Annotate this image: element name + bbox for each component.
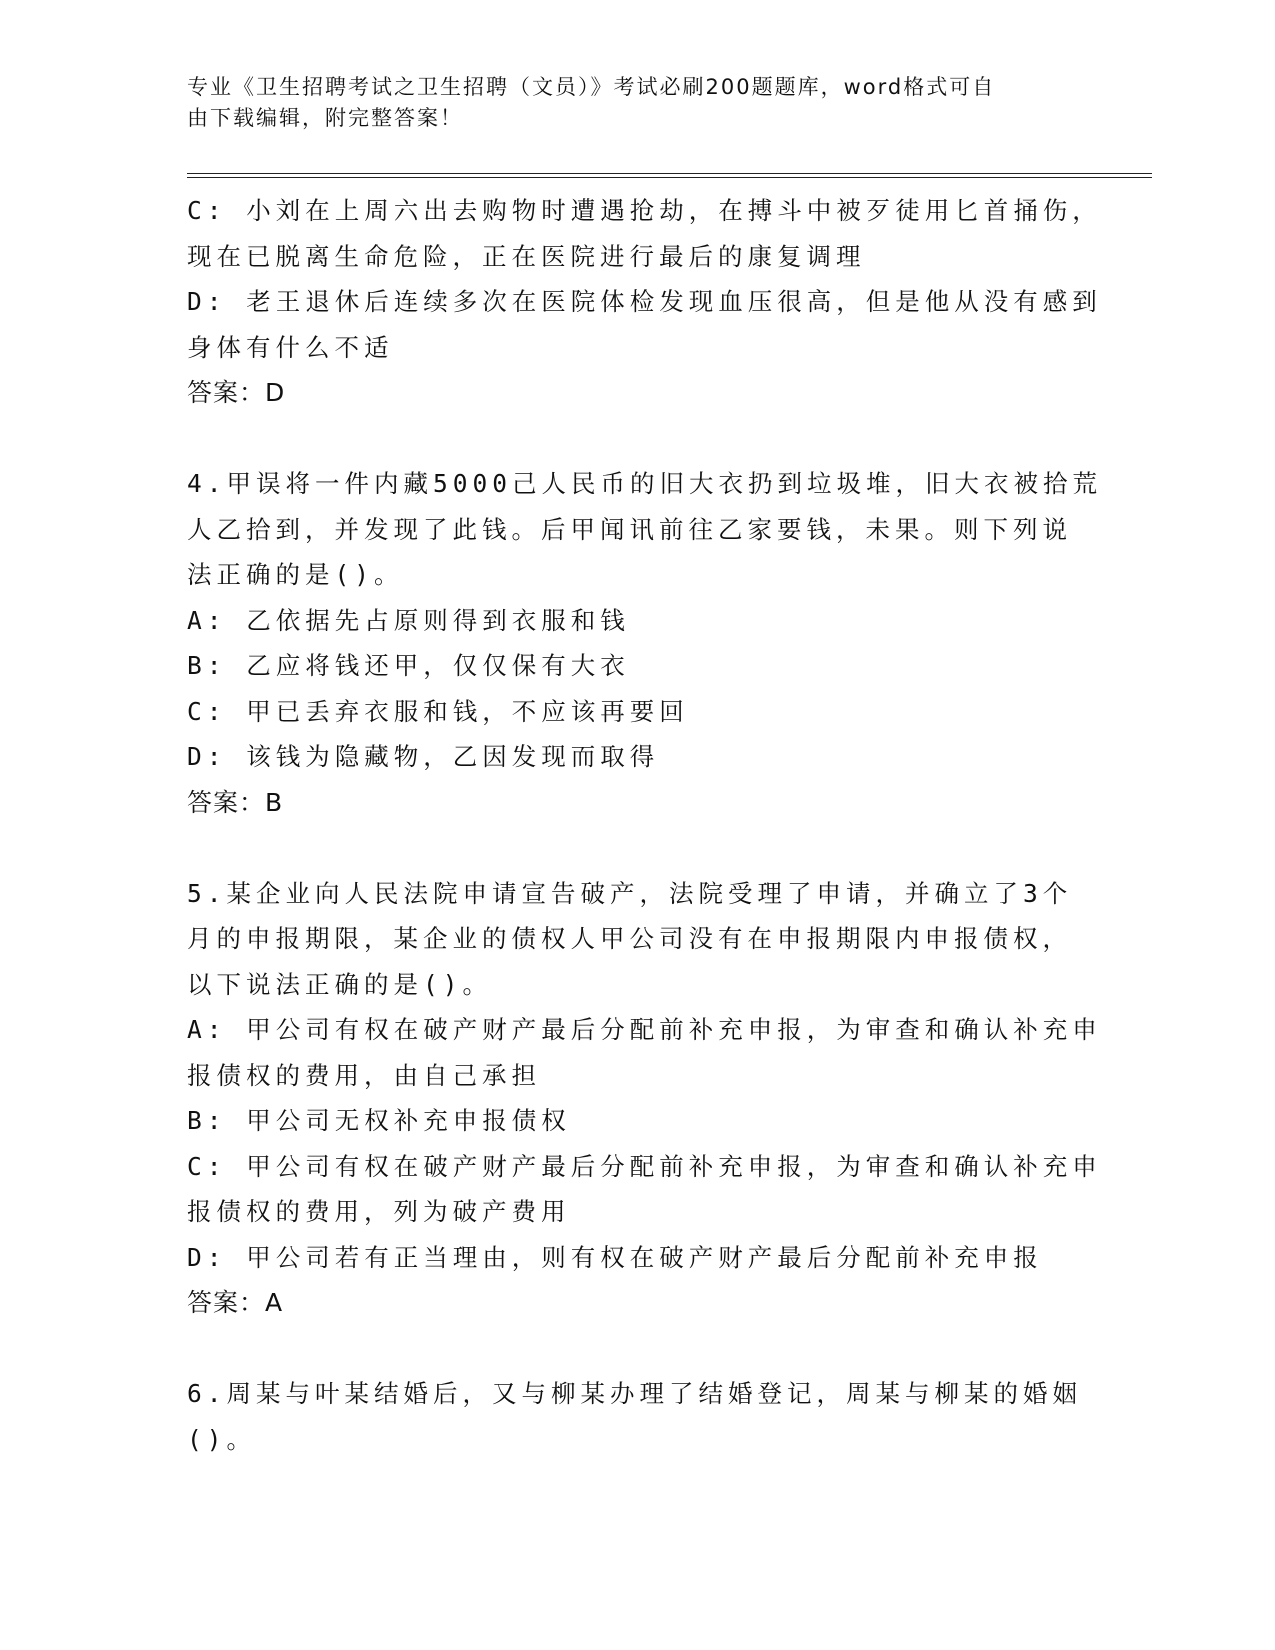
q4-stem-line-1: 4.甲误将一件内藏5000己人民币的旧大衣扔到垃圾堆，旧大衣被拾荒 [187, 469, 1102, 498]
q5-option-a-line-1: A: 甲公司有权在破产财产最后分配前补充申报，为审查和确认补充申 [187, 1015, 1102, 1044]
spacer [187, 416, 1087, 462]
q5-option-a-line-2: 报债权的费用，由自己承担 [187, 1060, 541, 1090]
spacer [187, 825, 1087, 871]
header-title-line-2: 由下载编辑，附完整答案！ [187, 106, 463, 130]
q3-option-c-line-2: 现在已脱离生命危险，正在医院进行最后的康复调理 [187, 241, 866, 271]
document-header [187, 72, 1087, 134]
q5-stem-line-3: 以下说法正确的是()。 [187, 969, 492, 999]
q3-option-c-line-1: C: 小刘在上周六出去购物时遭遇抢劫，在搏斗中被歹徒用匕首捅伤， [187, 196, 1102, 225]
q3-answer: 答案：D [187, 378, 286, 407]
q5-option-d: D: 甲公司若有正当理由，则有权在破产财产最后分配前补充申报 [187, 1242, 1043, 1272]
header-title-line-1: 专业《卫生招聘考试之卫生招聘（文员）》考试必刷200题题库，word格式可自 [187, 75, 996, 99]
q5-stem-line-1: 5.某企业向人民法院申请宣告破产，法院受理了申请，并确立了3个 [187, 878, 1073, 908]
q5-stem-line-2: 月的申报期限，某企业的债权人甲公司没有在申报期限内申报债权， [187, 924, 1072, 953]
q4-option-c: C: 甲已丢弃衣服和钱，不应该再要回 [187, 696, 689, 726]
header-divider [187, 173, 1152, 178]
q4-option-a: A: 乙依据先占原则得到衣服和钱 [187, 605, 630, 635]
spacer [187, 1326, 1087, 1372]
q5-option-b: B: 甲公司无权补充申报债权 [187, 1106, 571, 1135]
q5-option-c-line-2: 报债权的费用，列为破产费用 [187, 1197, 571, 1226]
q4-answer: 答案：B [187, 787, 284, 817]
q3-option-d-line-1: D: 老王退休后连续多次在医院体检发现血压很高，但是他从没有感到 [187, 287, 1102, 316]
q5-answer: 答案：A [187, 1288, 284, 1317]
q4-stem-line-3: 法正确的是()。 [187, 560, 404, 589]
q3-option-d-line-2: 身体有什么不适 [187, 332, 394, 362]
q4-option-b: B: 乙应将钱还甲，仅仅保有大衣 [187, 651, 630, 680]
q4-stem-line-2: 人乙拾到，并发现了此钱。后甲闻讯前往乙家要钱，未果。则下列说 [187, 514, 1072, 544]
q6-stem-line-1: 6.周某与叶某结婚后，又与柳某办理了结婚登记，周某与柳某的婚姻 [187, 1379, 1082, 1408]
q6-stem-line-2: ()。 [187, 1424, 257, 1454]
question-list [187, 188, 1102, 1462]
q5-option-c-line-1: C: 甲公司有权在破产财产最后分配前补充申报，为审查和确认补充申 [187, 1151, 1102, 1181]
q4-option-d: D: 该钱为隐藏物，乙因发现而取得 [187, 742, 660, 771]
